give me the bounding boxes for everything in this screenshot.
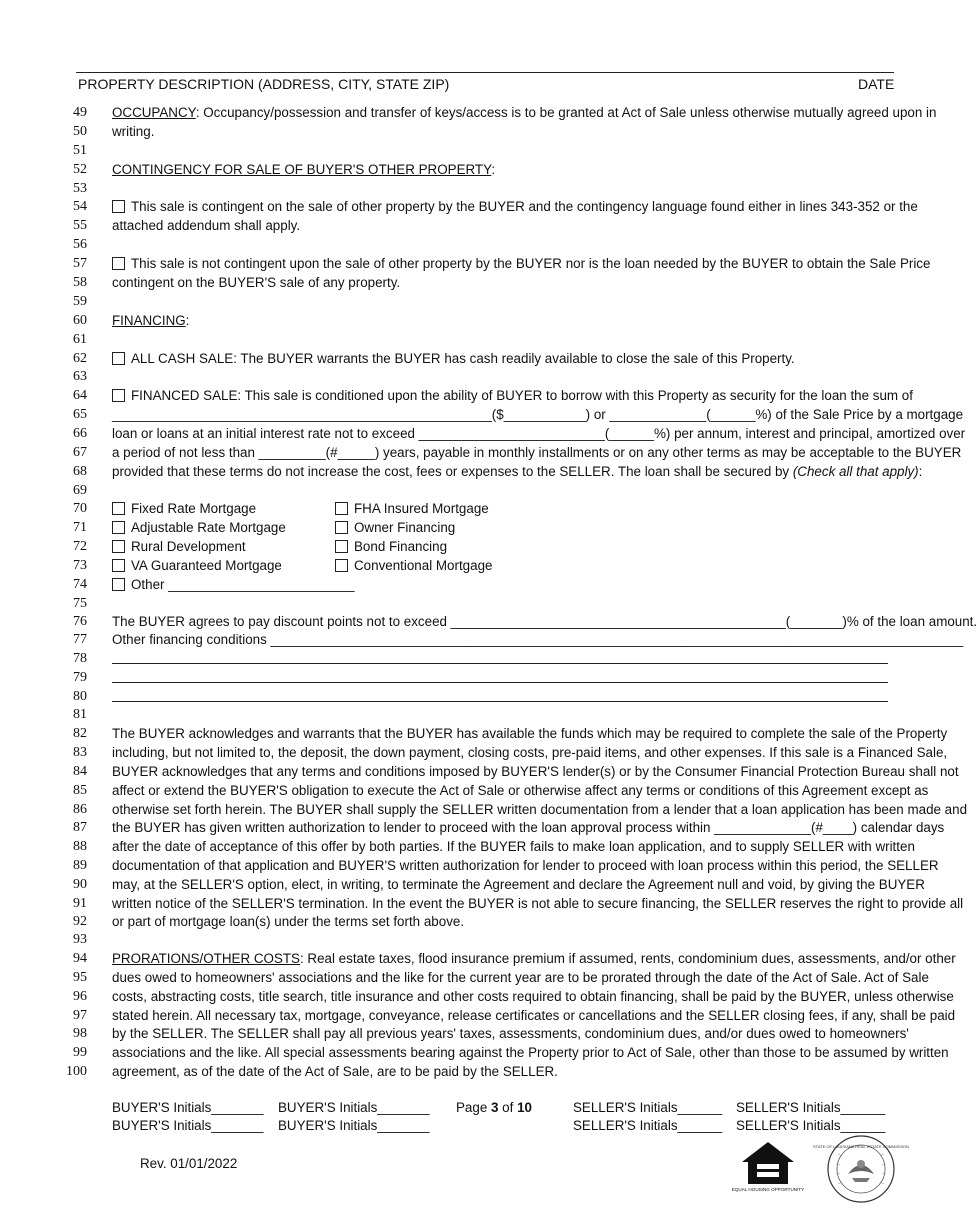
text: written notice of the SELLER'S termination. In the event the BUYER is not able to secure financing, the SELLER reserves the right to provide all	[112, 896, 964, 911]
fixed-rate-checkbox[interactable]	[112, 502, 125, 515]
text: Page	[456, 1100, 491, 1115]
line-82	[0, 724, 950, 743]
seller-initials-4[interactable]: SELLER'S Initials______	[736, 1118, 886, 1133]
contingency-heading: CONTINGENCY FOR SALE OF BUYER'S OTHER PROPERTY	[112, 162, 492, 177]
line-number: 78	[73, 651, 87, 666]
text: Rural Development	[131, 539, 246, 554]
line-number: 93	[73, 932, 87, 947]
text: including, but not limited to, the deposit, the down payment, closing costs, pre-paid items, and other expenses. If this sale is a Financed Sale,	[112, 745, 948, 760]
other-mortgage-checkbox[interactable]	[112, 578, 125, 591]
line-77	[0, 630, 964, 649]
line-73	[0, 556, 950, 575]
line-88	[0, 837, 950, 856]
financing-heading: FINANCING	[112, 313, 186, 328]
line-96	[0, 987, 954, 1006]
rural-development-checkbox[interactable]	[112, 540, 125, 553]
header-rule	[76, 72, 894, 73]
line-number: 53	[73, 181, 87, 196]
not-contingent-option	[112, 254, 931, 273]
financed-sale-heading: FINANCED SALE	[131, 388, 238, 403]
line-number: 63	[73, 369, 87, 384]
line-number: 54	[73, 199, 87, 214]
text: Bond Financing	[354, 539, 448, 554]
line-55	[0, 216, 950, 235]
line-64	[0, 386, 950, 405]
line-number: 52	[73, 162, 87, 177]
text: Fixed Rate Mortgage	[131, 501, 257, 516]
line-72	[0, 537, 950, 556]
page-indicator	[456, 1100, 532, 1115]
line-number: 70	[73, 501, 87, 516]
line-number: 90	[73, 877, 87, 892]
line-number: 49	[73, 105, 87, 120]
line-number: 64	[73, 388, 87, 403]
loan-term-blank[interactable]: a period of not less than _________(#_____) years, payable in monthly installments or on any other terms as may be acceptable to the BUYER	[112, 445, 962, 460]
text: affect or extend the BUYER'S obligation to execute the Act of Sale or otherwise affect any terms or conditions of this Agreement except as	[112, 783, 929, 798]
other-financing-conditions[interactable]: Other financing conditions _____________________________________________________________________________________________	[112, 632, 964, 647]
line-number: 56	[73, 237, 87, 252]
line-84	[0, 762, 959, 781]
line-number: 60	[73, 313, 87, 328]
text: documentation of that application and BUYER'S written authorization for lender to proceed with loan process within this period, the SELLER	[112, 858, 939, 873]
line-83	[0, 743, 950, 762]
all-cash-heading: ALL CASH SALE	[131, 351, 234, 366]
text: Other _________________________	[131, 577, 355, 592]
blank-line[interactable]	[112, 663, 888, 664]
line-95	[0, 968, 950, 987]
line-97	[0, 1006, 956, 1025]
line-94	[0, 949, 956, 968]
line-90	[0, 875, 950, 894]
seller-initials-1[interactable]: SELLER'S Initials______	[573, 1100, 723, 1115]
blank-line[interactable]	[112, 682, 888, 683]
equal-housing-opportunity-logo	[731, 1140, 805, 1196]
revision-date: Rev. 01/01/2022	[140, 1156, 238, 1171]
text: by the SELLER. The SELLER shall pay all previous years' taxes, assessments, condominium dues, and/or dues owed to homeowners'	[112, 1026, 909, 1041]
text: :	[185, 313, 190, 328]
text: Conventional Mortgage	[354, 558, 493, 573]
line-number: 82	[73, 726, 87, 741]
line-81	[0, 705, 950, 724]
line-number: 99	[73, 1045, 87, 1060]
text: Owner Financing	[354, 520, 456, 535]
line-number: 94	[73, 951, 87, 966]
line-80	[0, 687, 950, 706]
line-60	[0, 311, 950, 330]
property-description-label: PROPERTY DESCRIPTION (ADDRESS, CITY, STATE ZIP)	[78, 76, 450, 92]
all-cash-option	[112, 349, 894, 368]
line-93	[0, 930, 950, 949]
text: :	[918, 464, 923, 479]
line-number: 86	[73, 802, 87, 817]
seller-initials-3[interactable]: SELLER'S Initials______	[573, 1118, 723, 1133]
line-100	[0, 1062, 950, 1081]
line-number: 58	[73, 275, 87, 290]
line-number: 57	[73, 256, 87, 271]
line-51	[0, 141, 950, 160]
financing-heading-row	[112, 311, 894, 330]
line-61	[0, 330, 950, 349]
buyer-initials-1[interactable]: BUYER'S Initials_______	[112, 1100, 264, 1115]
text: writing.	[112, 124, 155, 139]
buyer-initials-3[interactable]: BUYER'S Initials_______	[112, 1118, 264, 1133]
line-49	[0, 103, 950, 122]
all-cash-checkbox[interactable]	[112, 352, 125, 365]
fha-insured-checkbox[interactable]	[335, 502, 348, 515]
text: BUYER acknowledges that any terms and conditions imposed by BUYER'S lender(s) or by the Consumer Financial Protection Bureau shall not	[112, 764, 959, 779]
prorations-heading: PRORATIONS/OTHER COSTS	[112, 951, 300, 966]
prorations-paragraph	[112, 949, 956, 968]
line-number: 100	[66, 1064, 87, 1079]
line-number: 77	[73, 632, 87, 647]
text: : Real estate taxes, flood insurance premium if assumed, rents, condominium dues, assessments, and/or other	[299, 951, 956, 966]
line-68	[0, 462, 950, 481]
line-number: 95	[73, 970, 87, 985]
text: agreement, as of the date of the Act of Sale, are to be paid by the SELLER.	[112, 1064, 558, 1079]
line-number: 67	[73, 445, 87, 460]
mortgage-option	[335, 518, 455, 537]
mortgage-option	[112, 518, 894, 537]
text: Adjustable Rate Mortgage	[131, 520, 286, 535]
contingency-heading-row	[112, 160, 894, 179]
text: : The BUYER warrants the BUYER has cash readily available to close the sale of this Property.	[233, 351, 795, 366]
line-number: 96	[73, 989, 87, 1004]
line-67	[0, 443, 962, 462]
line-91	[0, 894, 964, 913]
mortgage-option	[112, 575, 894, 594]
date-label: DATE	[858, 76, 895, 92]
line-number: 66	[73, 426, 87, 441]
line-number: 76	[73, 614, 87, 629]
line-99	[0, 1043, 950, 1062]
line-74	[0, 575, 950, 594]
text: associations and the like. All special assessments bearing against the Property prior to Act of Sale, other than those to be assumed by written	[112, 1045, 949, 1060]
text: : Occupancy/possession and transfer of keys/access is to be granted at Act of Sale unless otherwise mutually agreed upon in	[195, 105, 937, 120]
line-number: 59	[73, 294, 87, 309]
line-65	[0, 405, 964, 424]
text: VA Guaranteed Mortgage	[131, 558, 282, 573]
line-number: 85	[73, 783, 87, 798]
line-number: 88	[73, 839, 87, 854]
line-78	[0, 649, 950, 668]
line-52	[0, 160, 950, 179]
louisiana-real-estate-commission-seal	[812, 1134, 910, 1204]
line-89	[0, 856, 950, 875]
text: costs, abstracting costs, title search, title insurance and other costs required to obtain financing, shall be paid by the BUYER, unless otherwise	[112, 989, 954, 1004]
line-50	[0, 122, 950, 141]
line-number: 91	[73, 896, 87, 911]
mortgage-option	[112, 537, 894, 556]
blank-line[interactable]	[112, 701, 888, 702]
line-53	[0, 179, 950, 198]
contingent-option	[112, 197, 918, 216]
line-86	[0, 800, 968, 819]
line-57	[0, 254, 950, 273]
line-number: 72	[73, 539, 87, 554]
text: : This sale is conditioned upon the ability of BUYER to borrow with this Property as security for the loan the sum of	[237, 388, 913, 403]
line-69	[0, 481, 950, 500]
line-number: 80	[73, 689, 87, 704]
financed-sale-option	[112, 386, 913, 405]
line-number: 50	[73, 124, 87, 139]
text: FHA Insured Mortgage	[354, 501, 489, 516]
line-number: 87	[73, 820, 87, 835]
line-number: 55	[73, 218, 87, 233]
line-85	[0, 781, 950, 800]
line-63	[0, 367, 950, 386]
text: may, at the SELLER'S option, elect, in writing, to terminate the Agreement and declare the Agreement null and void, by giving the BUYER	[112, 877, 925, 892]
line-number: 75	[73, 596, 87, 611]
line-59	[0, 292, 950, 311]
line-number: 83	[73, 745, 87, 760]
line-number: 68	[73, 464, 87, 479]
loan-amount-blank[interactable]: ___________________________________________________($___________) or _____________(______%) of the Sale Price by a mortgage	[112, 407, 964, 422]
line-71	[0, 518, 950, 537]
line-number: 84	[73, 764, 87, 779]
text: after the date of acceptance of this offer by both parties. If the BUYER fails to make loan application, and to supply SELLER with written	[112, 839, 915, 854]
seal-text: STATE OF LOUISIANA REAL ESTATE COMMISSION	[812, 1144, 910, 1149]
check-all-note: (Check all that apply)	[792, 464, 919, 479]
mortgage-option	[335, 537, 447, 556]
text: This sale is contingent on the sale of other property by the BUYER and the contingency language found either in lines 343-352 or the	[131, 199, 918, 214]
line-number: 89	[73, 858, 87, 873]
line-76	[0, 612, 977, 631]
calendar-days-blank[interactable]: the BUYER has given written authorization to lender to proceed with the loan approval process within _____________(#____) calendar days	[112, 820, 945, 835]
line-number: 69	[73, 483, 87, 498]
line-number: 62	[73, 351, 87, 366]
line-79	[0, 668, 950, 687]
discount-points-blank[interactable]: The BUYER agrees to pay discount points not to exceed _____________________________________________(_______)% of the loan amount.	[112, 614, 977, 629]
text: This sale is not contingent upon the sale of other property by the BUYER nor is the loan needed by the BUYER to obtain the Sale Price	[131, 256, 931, 271]
buyer-initials-2[interactable]: BUYER'S Initials_______	[278, 1100, 430, 1115]
conventional-checkbox[interactable]	[335, 559, 348, 572]
page-number: 3	[491, 1100, 499, 1115]
line-number: 79	[73, 670, 87, 685]
mortgage-option	[335, 499, 489, 518]
line-number: 81	[73, 707, 87, 722]
mortgage-option	[112, 556, 894, 575]
text: dues owed to homeowners' associations and the like for the current year are to be prorated through the date of the Act of Sale. Act of Sale	[112, 970, 929, 985]
financed-sale-checkbox[interactable]	[112, 389, 125, 402]
owner-financing-checkbox[interactable]	[335, 521, 348, 534]
buyer-initials-4[interactable]: BUYER'S Initials_______	[278, 1118, 430, 1133]
text: of	[498, 1100, 518, 1115]
line-87	[0, 818, 950, 837]
text: stated herein. All necessary tax, mortgage, conveyance, release certificates or cancellations and the SELLER closing fees, if any, shall be paid	[112, 1008, 956, 1023]
text: :	[491, 162, 496, 177]
mortgage-option	[112, 499, 894, 518]
line-62	[0, 349, 950, 368]
text: contingent on the BUYER'S sale of any property.	[112, 275, 401, 290]
text: attached addendum shall apply.	[112, 218, 301, 233]
seller-initials-2[interactable]: SELLER'S Initials______	[736, 1100, 886, 1115]
line-number: 98	[73, 1026, 87, 1041]
line-58	[0, 273, 950, 292]
line-number: 97	[73, 1008, 87, 1023]
line-number: 65	[73, 407, 87, 422]
line-66	[0, 424, 966, 443]
text: The BUYER acknowledges and warrants that the BUYER has available the funds which may be required to complete the sale of the Property	[112, 726, 948, 741]
page-total: 10	[517, 1100, 532, 1115]
loan-security-text	[112, 462, 923, 481]
text: or part of mortgage loan(s) under the terms set forth above.	[112, 914, 465, 929]
text: otherwise set forth herein. The BUYER shall supply the SELLER written documentation from a lender that a loan application has been made and	[112, 802, 968, 817]
occupancy-paragraph	[112, 103, 937, 122]
line-number: 51	[73, 143, 87, 158]
text: provided that these terms do not increase the cost, fees or expenses to the SELLER. The loan shall be secured by	[112, 464, 793, 479]
line-54	[0, 197, 950, 216]
mortgage-option	[335, 556, 492, 575]
line-number: 61	[73, 332, 87, 347]
bond-financing-checkbox[interactable]	[335, 540, 348, 553]
line-number: 71	[73, 520, 87, 535]
contingent-checkbox[interactable]	[112, 200, 125, 213]
not-contingent-checkbox[interactable]	[112, 257, 125, 270]
line-number: 92	[73, 914, 87, 929]
interest-rate-blank[interactable]: loan or loans at an initial interest rate not to exceed _________________________(______%) per annum, interest and principal, amortized over	[112, 426, 966, 441]
line-number: 74	[73, 577, 87, 592]
line-92	[0, 912, 950, 931]
va-guaranteed-checkbox[interactable]	[112, 559, 125, 572]
occupancy-heading: OCCUPANCY	[112, 105, 196, 120]
adjustable-rate-checkbox[interactable]	[112, 521, 125, 534]
line-70	[0, 499, 950, 518]
line-98	[0, 1024, 950, 1043]
line-number: 73	[73, 558, 87, 573]
line-75	[0, 594, 950, 613]
logo-text: EQUAL HOUSING OPPORTUNITY	[731, 1187, 805, 1192]
line-56	[0, 235, 950, 254]
